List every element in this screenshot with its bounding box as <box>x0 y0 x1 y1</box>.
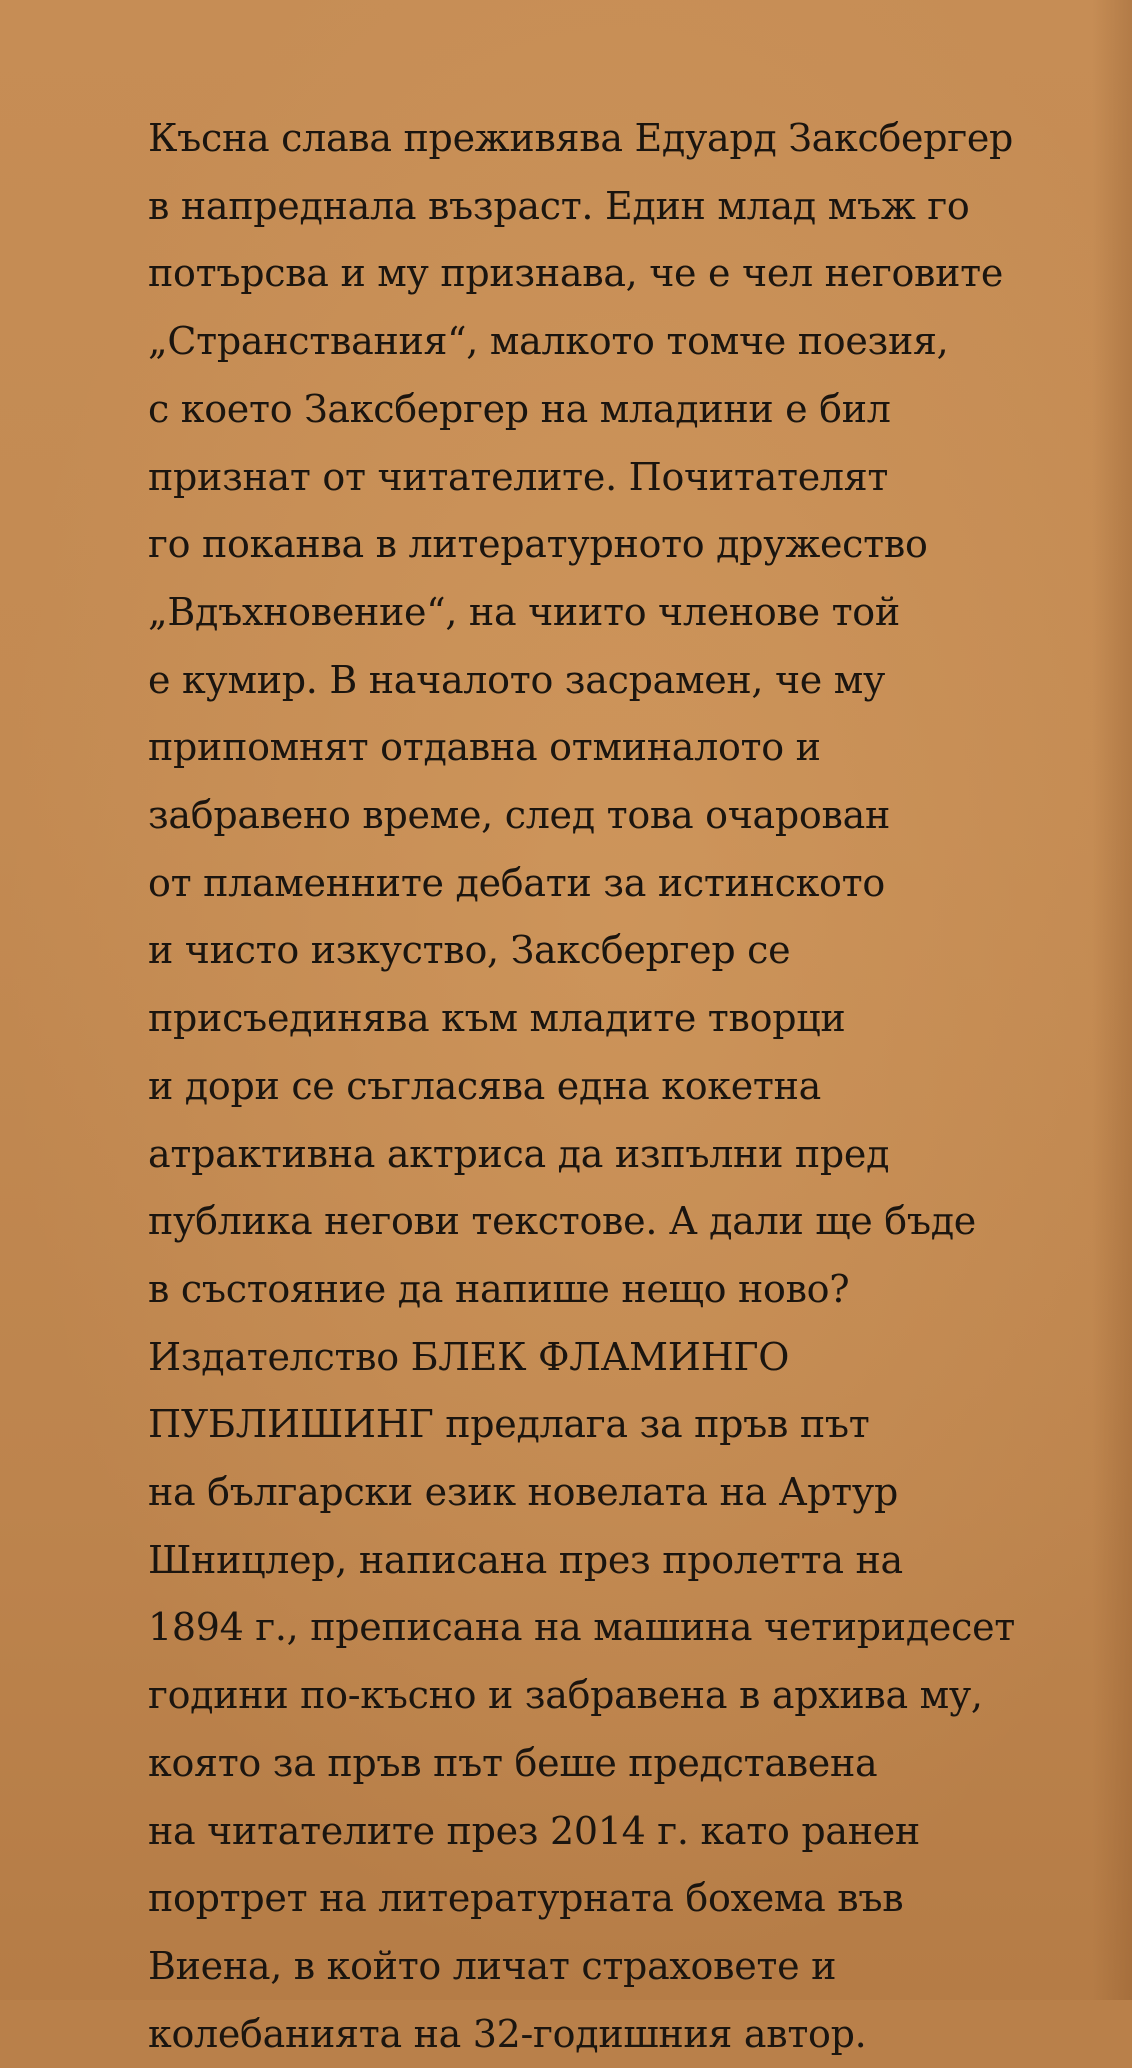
blurb-line: 1894 г., преписана на машина четиридесет <box>148 1605 1016 1650</box>
blurb-line: и дори се съгласява една кокетна <box>148 1063 822 1108</box>
blurb-line: признат от читателите. Почитателят <box>148 454 889 499</box>
blurb-line: „Вдъхновение“, на чиито членове той <box>148 589 900 634</box>
blurb-line: колебанията на 32-годишния автор. <box>148 2011 867 2056</box>
cover-edge-shadow <box>1092 0 1132 2000</box>
blurb-line: забравено време, след това очарован <box>148 793 890 838</box>
blurb-line: Виена, в който личат страховете и <box>148 1943 837 1988</box>
cover-blurb <box>148 105 1048 2068</box>
blurb-line: припомнят отдавна отминалото и <box>148 725 821 770</box>
blurb-line: е кумир. В началото засрамен, че му <box>148 657 886 702</box>
blurb-line: на български език новелата на Артур <box>148 1470 898 1515</box>
blurb-line: публика негови текстове. А дали ще бъде <box>148 1199 976 1244</box>
blurb-line: „Странствания“, малкото томче поезия, <box>148 319 949 364</box>
blurb-line: Шницлер, написана през пролетта на <box>148 1537 903 1582</box>
blurb-line: от пламенните дебати за истинското <box>148 860 885 905</box>
blurb-line: Късна слава преживява Едуард Заксбергер <box>148 116 1014 160</box>
blurb-line: в напреднала възраст. Един млад мъж го <box>148 183 970 228</box>
blurb-line: го поканва в литературното дружество <box>148 522 928 567</box>
blurb-line: потърсва и му признава, че е чел неговите <box>148 251 1004 296</box>
blurb-line: на читателите през 2014 г. като ранен <box>148 1808 920 1853</box>
blurb-line: в състояние да напише нещо ново? <box>148 1266 850 1311</box>
blurb-line: с което Заксбергер на младини е бил <box>148 386 891 431</box>
blurb-line: присъединява към младите творци <box>148 996 846 1041</box>
blurb-line: която за пръв път беше представена <box>148 1740 878 1785</box>
blurb-line: ПУБЛИШИНГ предлага за пръв път <box>148 1402 870 1447</box>
blurb-line: атрактивна актриса да изпълни пред <box>148 1131 890 1176</box>
blurb-line: години по-късно и забравена в архива му, <box>148 1673 983 1718</box>
blurb-line: портрет на литературната бохема във <box>148 1876 904 1921</box>
blurb-line: Издателство БЛЕК ФЛАМИНГО <box>148 1334 790 1379</box>
blurb-line: и чисто изкуство, Заксбергер се <box>148 928 791 973</box>
